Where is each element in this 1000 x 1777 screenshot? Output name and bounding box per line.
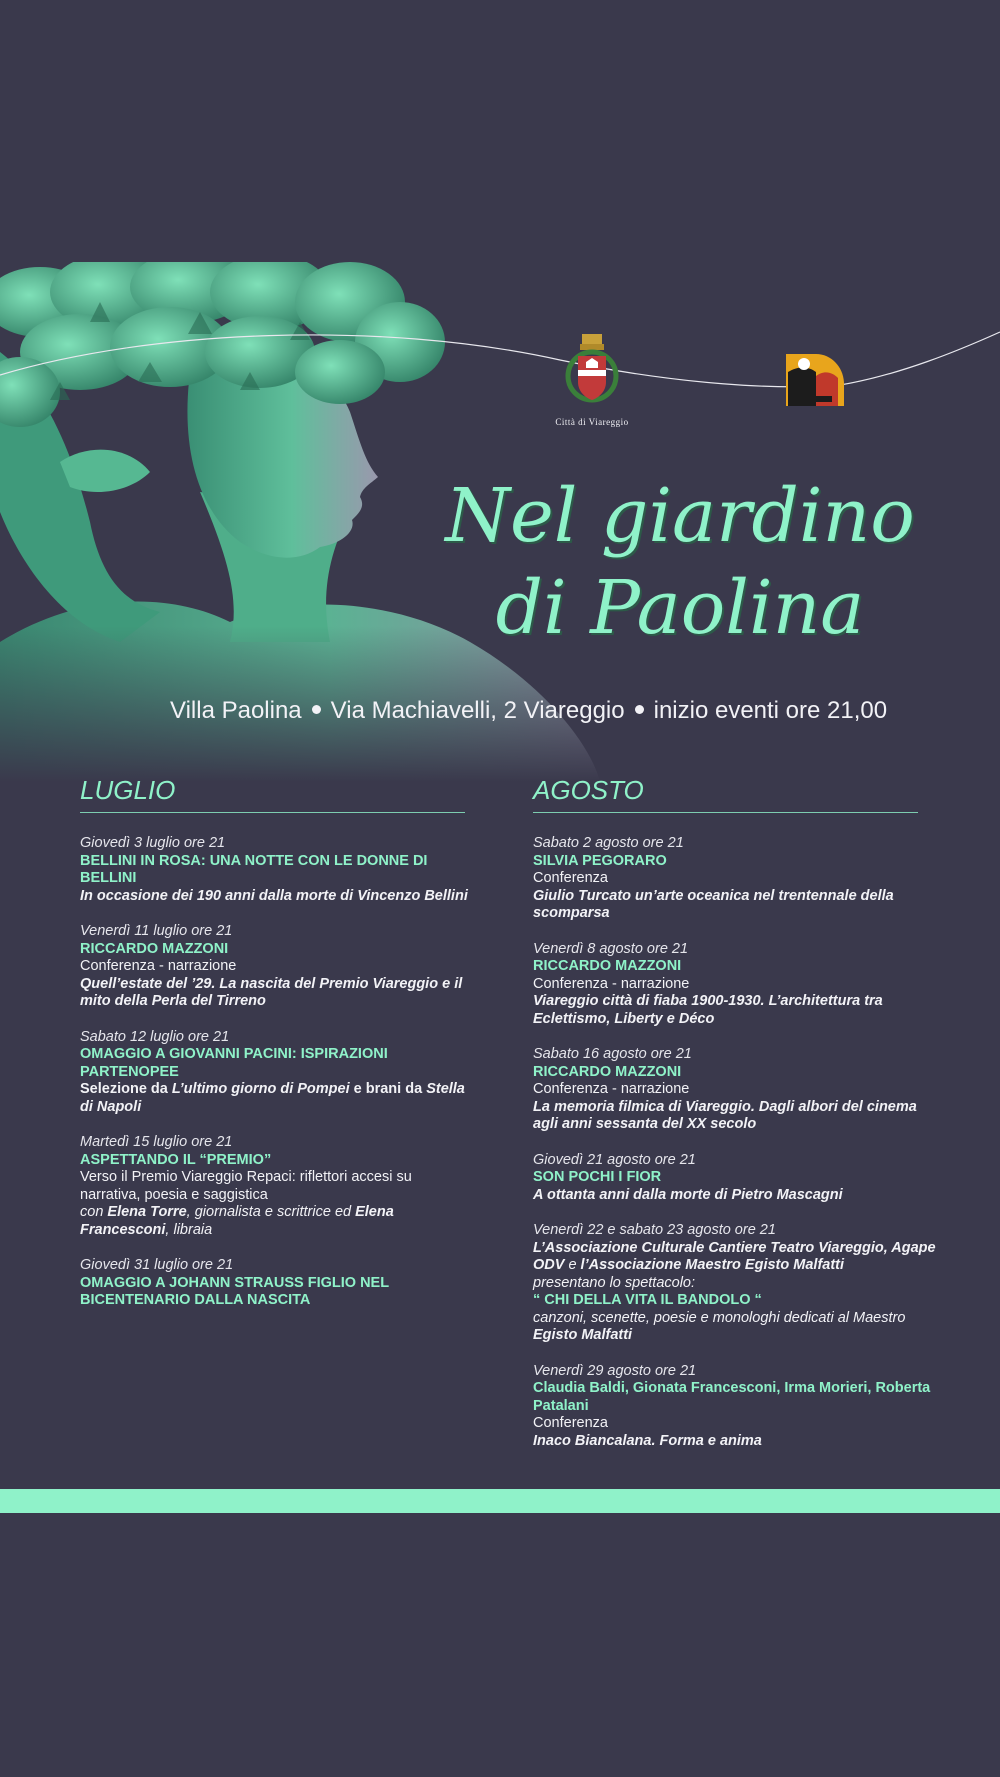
month-heading: AGOSTO	[533, 775, 644, 805]
desc-part: L’ultimo giorno di Pompei	[171, 1081, 350, 1097]
event-type: Conferenza	[533, 870, 608, 886]
guest-name: Elena Torre	[107, 1204, 187, 1220]
organizer: L’Associazione Culturale Cantiere Teatro Viareggio, Agape ODV	[533, 1239, 936, 1273]
title-line-1: Nel giardino	[445, 473, 915, 559]
event-description	[80, 1081, 470, 1116]
event-item	[80, 835, 470, 905]
event-title: RICCARDO MAZZONI	[80, 940, 229, 957]
start-time: inizio eventi ore 21,00	[653, 697, 888, 724]
event-date: Giovedì 21 agosto ore 21	[533, 1151, 696, 1168]
event-item	[533, 1363, 938, 1451]
conjunction: e	[564, 1257, 581, 1273]
event-description: A ottanta anni dalla morte di Pietro Mascagni	[533, 1186, 843, 1203]
venue-name: Villa Paolina	[170, 697, 302, 724]
event-item	[533, 1046, 938, 1134]
event-type: Conferenza	[533, 1415, 608, 1431]
venue-address: Via Machiavelli, 2 Viareggio	[330, 697, 625, 724]
event-description: Quell’estate del ’29. La nascita del Premio Viareggio e il mito della Perla del Tirreno	[80, 975, 463, 1009]
divider	[80, 812, 465, 813]
event-item	[80, 923, 470, 1011]
event-date: Sabato 16 agosto ore 21	[533, 1046, 692, 1062]
event-date: Venerdì 29 agosto ore 21	[533, 1362, 697, 1379]
event-description: Inaco Biancalana. Forma e anima	[533, 1432, 762, 1449]
event-date: Giovedì 31 luglio ore 21	[80, 1257, 234, 1273]
event-date: Giovedì 3 luglio ore 21	[80, 835, 226, 851]
event-type: Conferenza - narrazione	[80, 958, 237, 974]
desc-part: e brani da	[349, 1081, 427, 1097]
event-item	[533, 835, 938, 923]
event-description: La memoria filmica di Viareggio. Dagli albori del cinema agli anni sessanta del XX secolo	[533, 1098, 917, 1132]
event-item	[80, 1257, 470, 1310]
event-item	[80, 1134, 470, 1239]
desc-part: Egisto Malfatti	[533, 1327, 633, 1343]
event-description	[533, 1310, 938, 1345]
event-title: SON POCHI I FIOR	[533, 1169, 662, 1185]
event-item	[80, 1029, 470, 1117]
venue-line	[170, 697, 970, 725]
event-guests	[80, 1204, 470, 1239]
guest-part: con	[80, 1204, 108, 1220]
organizer: l’Associazione Maestro Egisto Malfatti	[580, 1257, 845, 1273]
guest-part: , giornalista e scrittrice ed	[186, 1204, 356, 1220]
guest-name: Elena Francesconi	[80, 1204, 394, 1238]
guest-part: , libraia	[165, 1221, 213, 1238]
event-title: Claudia Baldi, Gionata Francesconi, Irma Morieri, Roberta Patalani	[533, 1380, 931, 1414]
desc-part: canzoni, scenette, poesie e monologhi dedicati al Maestro	[533, 1309, 906, 1326]
event-title: BELLINI IN ROSA: UNA NOTTE CON LE DONNE DI BELLINI	[80, 852, 428, 886]
event-date: Venerdì 8 agosto ore 21	[533, 940, 689, 957]
desc-part: Selezione da	[80, 1081, 172, 1097]
city-crest-logo	[548, 332, 636, 427]
event-title: OMAGGIO A GIOVANNI PACINI: ISPIRAZIONI PARTENOPEE	[80, 1046, 388, 1080]
event-title: OMAGGIO A JOHANN STRAUSS FIGLIO NEL BICENTENARIO DALLA NASCITA	[80, 1274, 389, 1308]
divider	[533, 812, 918, 813]
event-presents: presentano lo spettacolo:	[533, 1274, 696, 1291]
event-item	[533, 1222, 938, 1345]
accent-band	[0, 1489, 1000, 1513]
event-title: SILVIA PEGORARO	[533, 852, 667, 869]
bullet-icon	[312, 705, 321, 714]
event-type: Verso il Premio Viareggio Repaci: riflettori accesi su narrativa, poesia e saggistica	[80, 1169, 412, 1203]
theatre-masks-icon	[780, 348, 846, 408]
event-date: Sabato 2 agosto ore 21	[533, 835, 684, 851]
event-title	[400, 470, 960, 654]
event-type: Conferenza - narrazione	[533, 975, 690, 992]
event-item	[533, 941, 938, 1029]
event-item	[533, 1152, 938, 1205]
month-heading: LUGLIO	[80, 775, 176, 805]
event-organizers	[533, 1240, 938, 1275]
event-date: Venerdì 11 luglio ore 21	[80, 923, 233, 939]
bullet-icon	[635, 705, 644, 714]
crest-icon	[564, 332, 620, 410]
luglio-column	[80, 772, 470, 1328]
event-title: ASPETTANDO IL “PREMIO”	[80, 1151, 272, 1168]
event-title: RICCARDO MAZZONI	[533, 958, 682, 974]
title-line-2: di Paolina	[495, 565, 865, 651]
agosto-column	[533, 772, 938, 1468]
desc-part: Stella di Napoli	[80, 1081, 465, 1115]
theatre-logo	[780, 348, 846, 408]
event-date: Martedì 15 luglio ore 21	[80, 1134, 233, 1150]
event-description: In occasione dei 190 anni dalla morte di Vincenzo Bellini	[80, 887, 468, 904]
event-description: Viareggio città di fiaba 1900-1930. L’architettura tra Eclettismo, Liberty e Déco	[533, 993, 883, 1027]
event-type: Conferenza - narrazione	[533, 1081, 690, 1097]
event-description: Giulio Turcato un’arte oceanica nel trentennale della scomparsa	[533, 887, 894, 921]
event-title: “ CHI DELLA VITA IL BANDOLO “	[533, 1292, 762, 1308]
event-date: Sabato 12 luglio ore 21	[80, 1028, 230, 1045]
event-title: RICCARDO MAZZONI	[533, 1063, 682, 1080]
event-date: Venerdì 22 e sabato 23 agosto ore 21	[533, 1222, 776, 1238]
city-caption: Città di Viareggio	[555, 417, 629, 427]
